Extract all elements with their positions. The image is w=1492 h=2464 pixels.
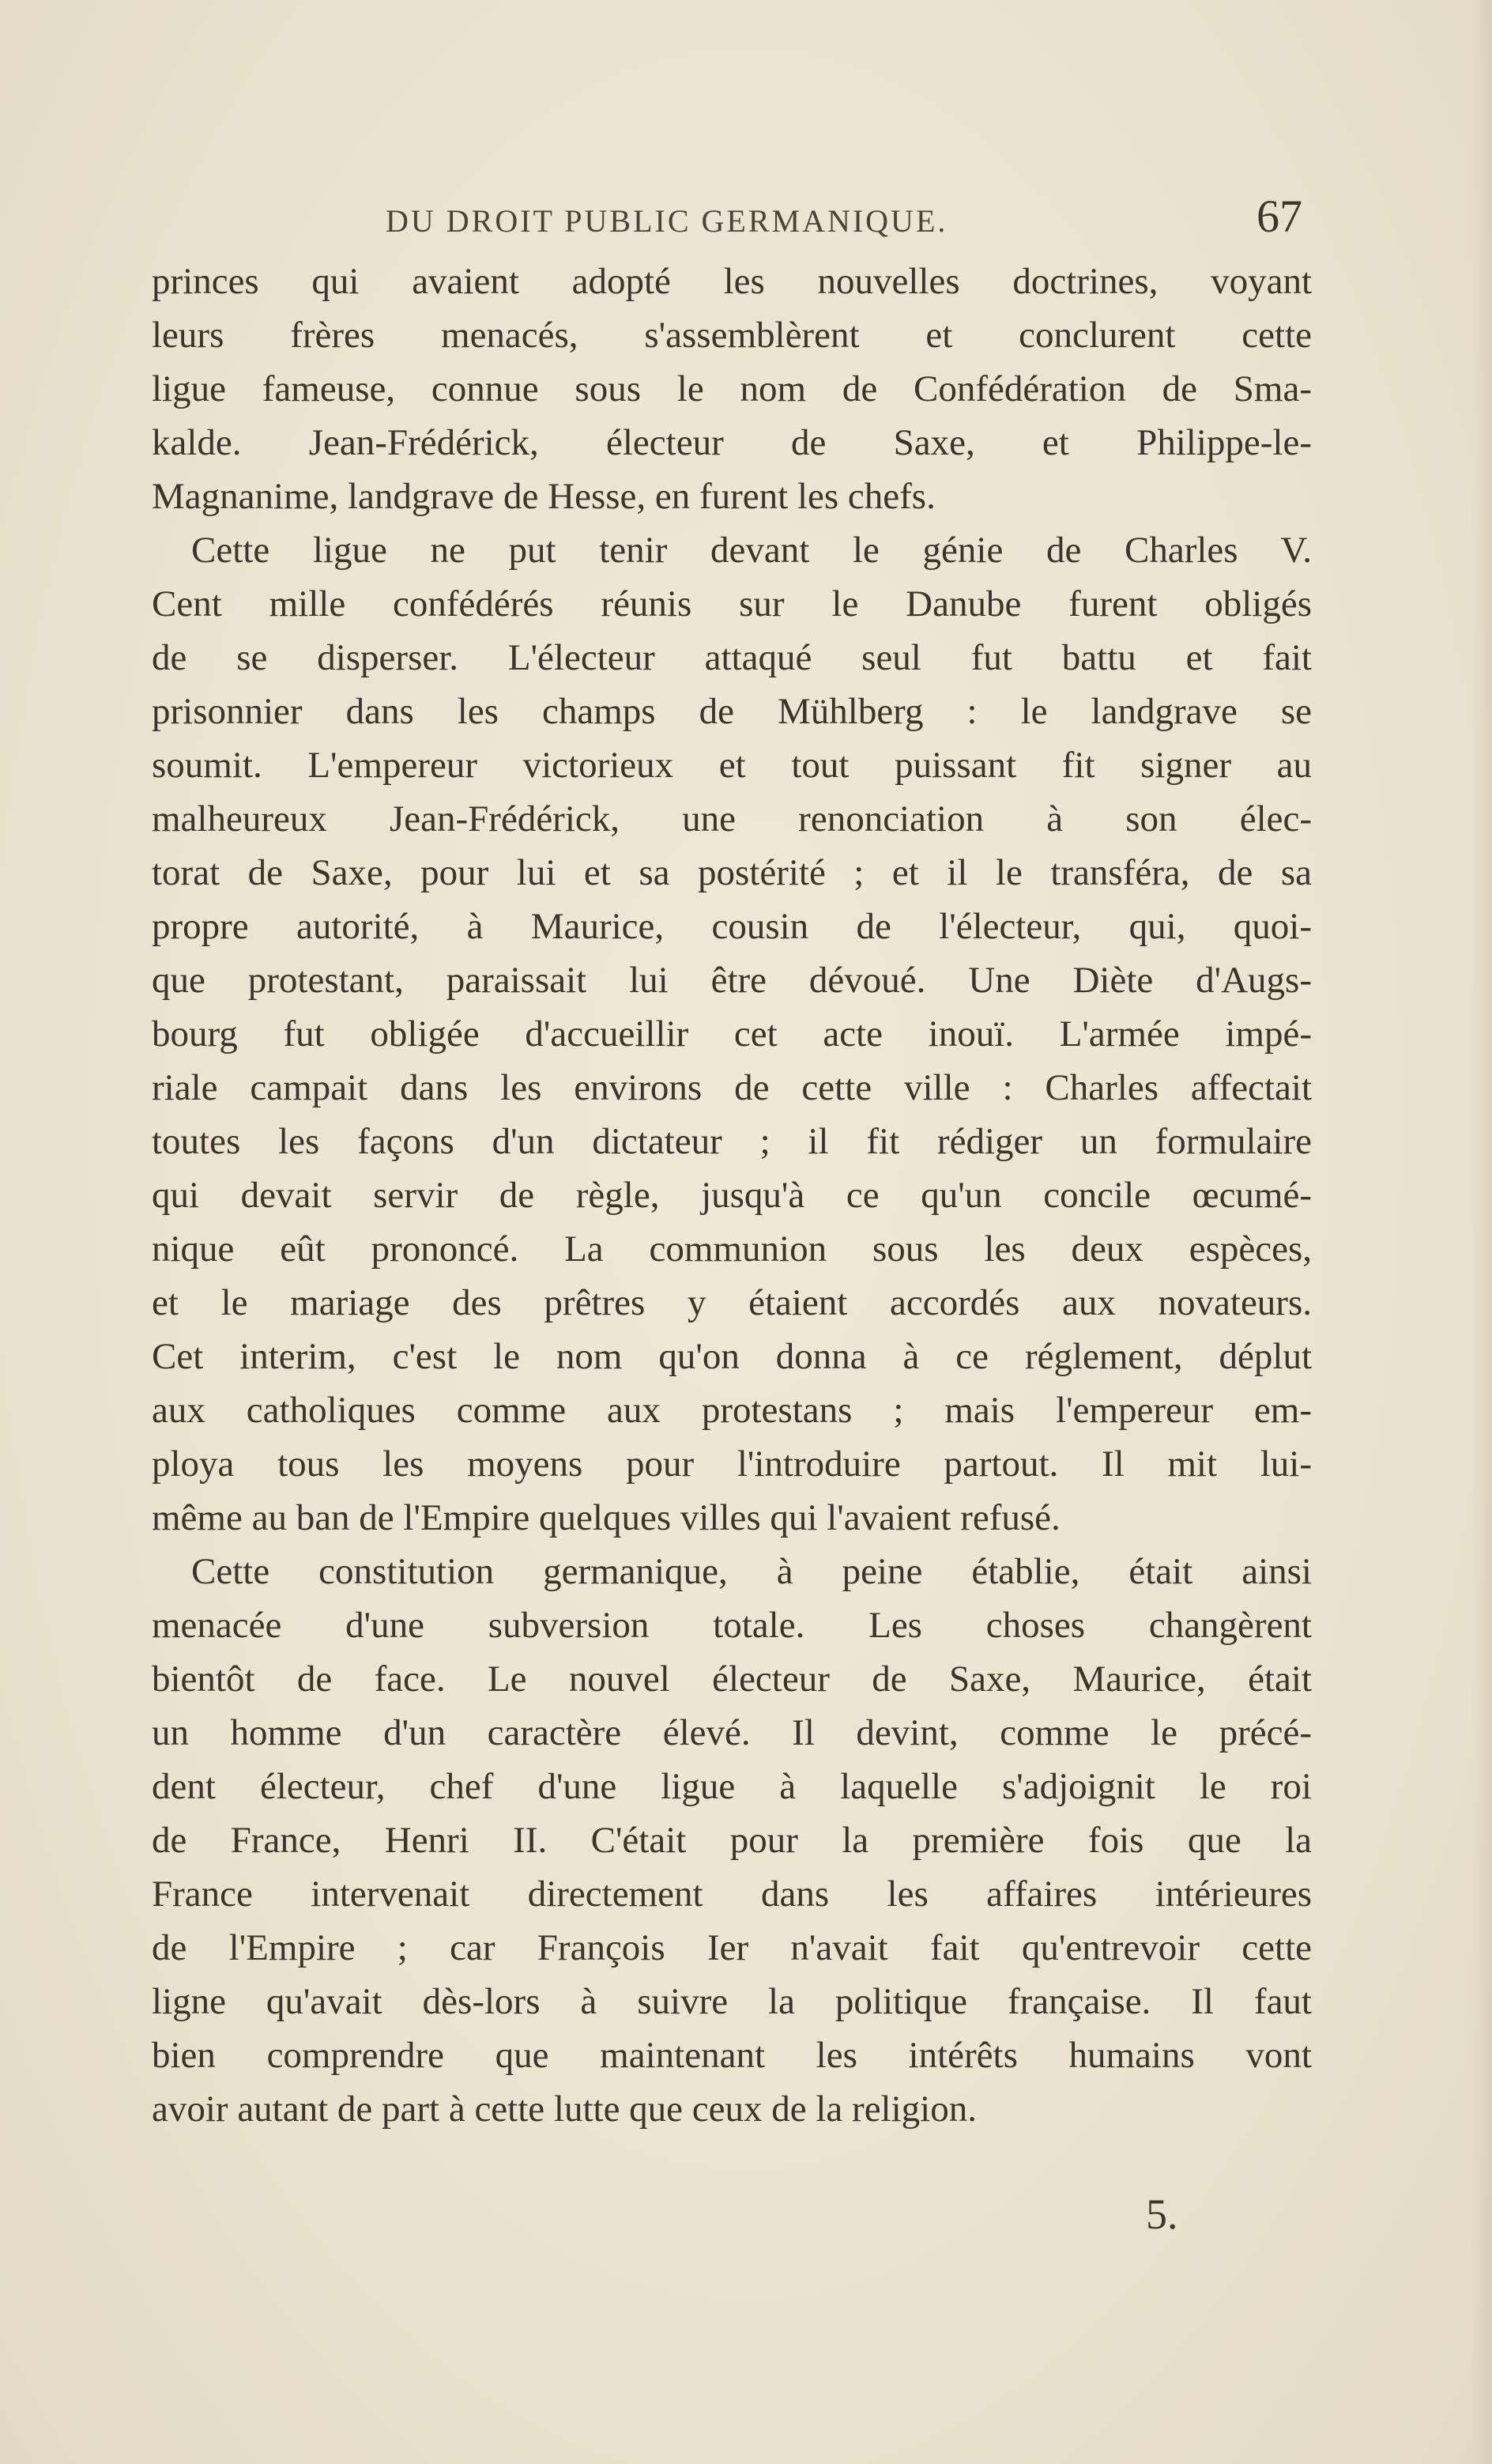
text-line: Cet interim, c'est le nom qu'on donna à ce réglement, déplut xyxy=(152,1336,1312,1377)
text-line: Magnanime, landgrave de Hesse, en furent les chefs. xyxy=(152,476,936,517)
text-line: même au ban de l'Empire quelques villes qui l'avaient refusé. xyxy=(152,1497,1061,1538)
text-line: menacée d'une subversion totale. Les choses changèrent xyxy=(152,1605,1312,1646)
text-line: France intervenait directement dans les affaires intérieures xyxy=(152,1873,1312,1915)
text-line: princes qui avaient adopté les nouvelles doctrines, voyant xyxy=(152,261,1312,302)
text-line: prisonnier dans les champs de Mühlberg : le landgrave se xyxy=(152,691,1312,732)
running-title: DU DROIT PUBLIC GERMANIQUE. xyxy=(386,203,948,239)
text-line: malheureux Jean-Frédérick, une renonciation à son élec- xyxy=(152,798,1312,840)
page-edge-shadow xyxy=(1471,0,1492,2464)
text-line: de l'Empire ; car François Ier n'avait fait qu'entrevoir cette xyxy=(152,1927,1312,1968)
text-line: dent électeur, chef d'une ligue à laquelle s'adjoignit le roi xyxy=(152,1766,1312,1807)
text-line: bien comprendre que maintenant les intérêts humains vont xyxy=(152,2035,1312,2076)
text-line: nique eût prononcé. La communion sous les deux espèces, xyxy=(152,1228,1312,1270)
text-line: torat de Saxe, pour lui et sa postérité ; et il le transféra, de sa xyxy=(152,852,1312,893)
text-line: propre autorité, à Maurice, cousin de l'électeur, qui, quoi- xyxy=(152,906,1312,947)
text-line: ligne qu'avait dès-lors à suivre la politique française. Il faut xyxy=(152,1981,1312,2022)
text-line: un homme d'un caractère élevé. Il devint, comme le précé- xyxy=(152,1712,1312,1753)
text-line: leurs frères menacés, s'assemblèrent et conclurent cette xyxy=(152,315,1312,356)
body-text xyxy=(152,255,1312,2136)
text-line: bourg fut obligée d'accueillir cet acte inouï. L'armée impé- xyxy=(152,1013,1312,1055)
text-line: avoir autant de part à cette lutte que ceux de la religion. xyxy=(152,2089,977,2130)
text-line: Cette constitution germanique, à peine établie, était ainsi xyxy=(191,1551,1312,1592)
text-line: soumit. L'empereur victorieux et tout puissant fit signer au xyxy=(152,745,1312,786)
text-line: aux catholiques comme aux protestans ; mais l'empereur em- xyxy=(152,1390,1312,1431)
text-line: riale campait dans les environs de cette ville : Charles affectait xyxy=(152,1067,1312,1108)
text-line: Cette ligue ne put tenir devant le génie de Charles V. xyxy=(191,530,1312,571)
text-line: Cent mille confédérés réunis sur le Danube furent obligés xyxy=(152,583,1312,624)
text-line: et le mariage des prêtres y étaient accordés aux novateurs. xyxy=(152,1282,1312,1323)
text-line: que protestant, paraissait lui être dévoué. Une Diète d'Augs- xyxy=(152,960,1312,1001)
running-head xyxy=(149,191,1302,258)
text-line: bientôt de face. Le nouvel électeur de Saxe, Maurice, était xyxy=(152,1658,1312,1700)
text-line: ploya tous les moyens pour l'introduire partout. Il mit lui- xyxy=(152,1443,1312,1485)
text-line: ligue fameuse, connue sous le nom de Confédération de Sma- xyxy=(152,368,1312,409)
text-line: kalde. Jean-Frédérick, électeur de Saxe, et Philippe-le- xyxy=(152,422,1312,463)
text-line: de se disperser. L'électeur attaqué seul fut battu et fait xyxy=(152,637,1312,678)
text-line: de France, Henri II. C'était pour la première fois que la xyxy=(152,1820,1312,1861)
page-number: 67 xyxy=(1257,191,1302,242)
text-line: qui devait servir de règle, jusqu'à ce qu'un concile œcumé- xyxy=(152,1175,1312,1216)
text-line: toutes les façons d'un dictateur ; il fit rédiger un formulaire xyxy=(152,1121,1312,1162)
signature-mark: 5. xyxy=(1146,2190,1178,2238)
